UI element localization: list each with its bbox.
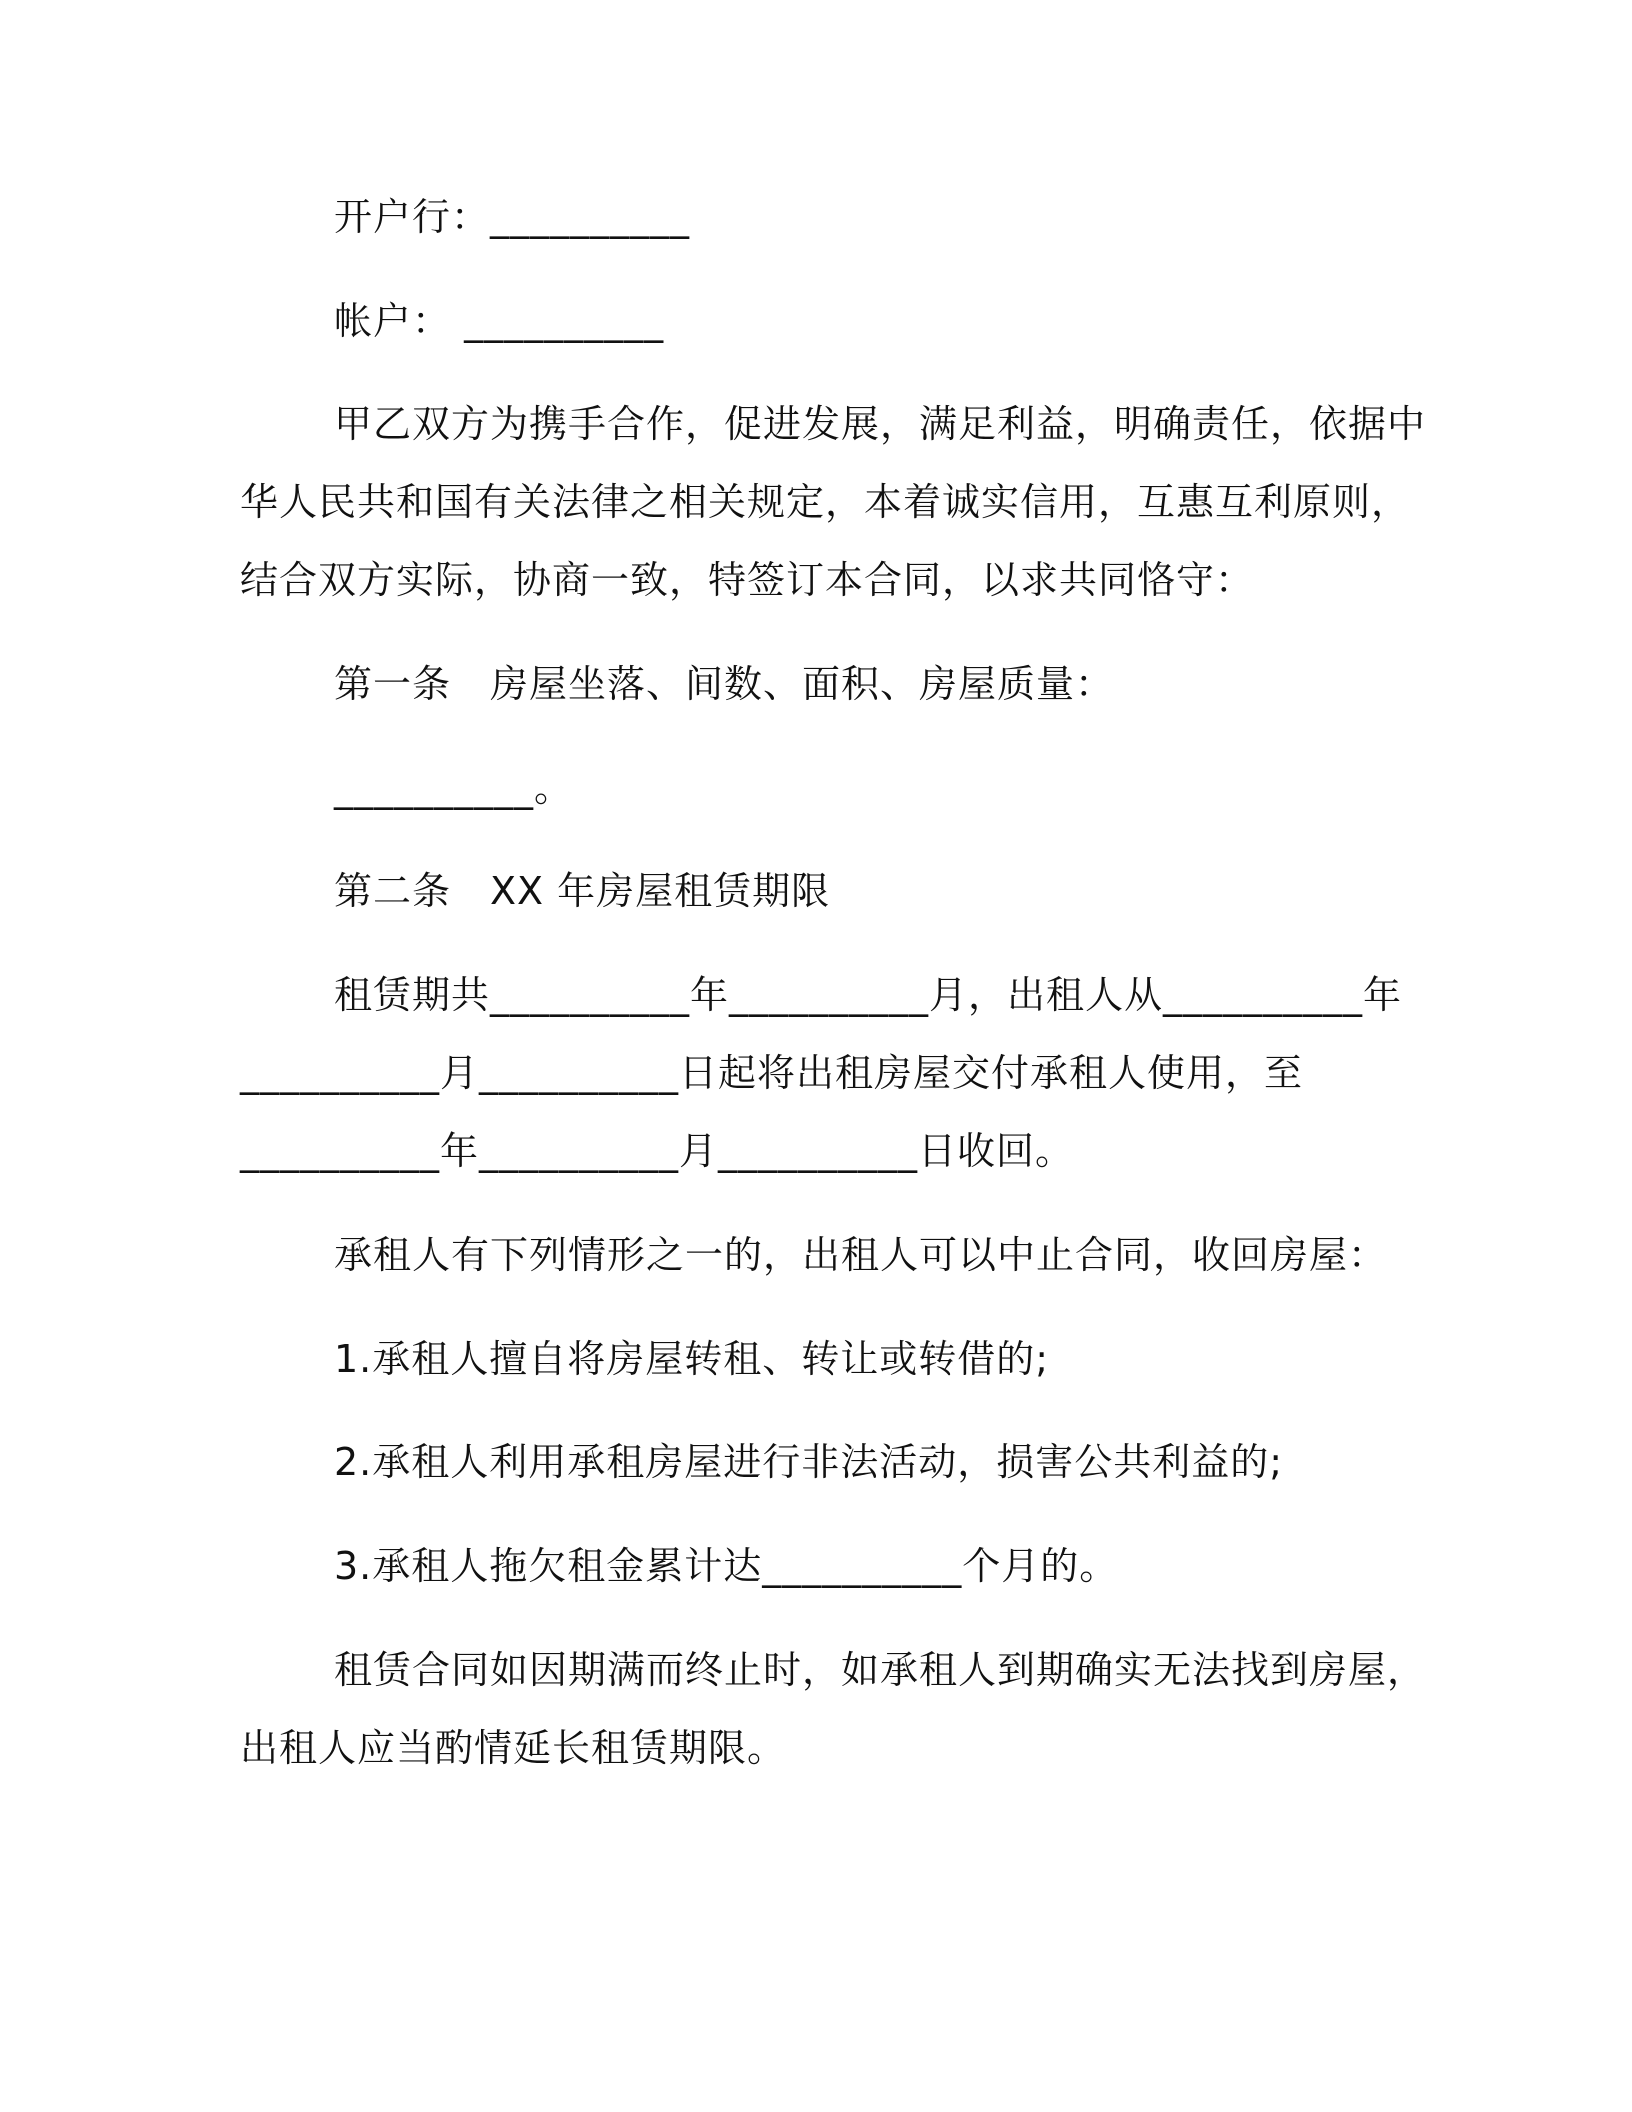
- extension-line-1: 租赁合同如因期满而终止时，如承租人到期确实无法找到房屋，: [334, 1648, 1427, 1692]
- extension-line-2: 出租人应当酌情延长租赁期限。: [240, 1726, 787, 1770]
- paragraph-intro-line-3: 结合双方实际，协商一致，特签订本合同，以求共同恪守：: [240, 558, 1255, 602]
- termination-intro: 承租人有下列情形之一的，出租人可以中止合同，收回房屋：: [334, 1233, 1388, 1277]
- termination-item-1: 1.承租人擅自将房屋转租、转让或转借的;: [334, 1337, 1050, 1381]
- bank-name-line: 开户行：__________: [334, 195, 691, 239]
- article-1-blank: __________。: [334, 766, 574, 810]
- article-2-heading: 第二条 XX 年房屋租赁期限: [334, 869, 831, 913]
- paragraph-intro-line-2: 华人民共和国有关法律之相关规定，本着诚实信用，互惠互利原则，: [240, 480, 1411, 524]
- paragraph-intro-line-1: 甲乙双方为携手合作，促进发展，满足利益，明确责任，依据中: [334, 402, 1427, 446]
- termination-item-3: 3.承租人拖欠租金累计达__________个月的。: [334, 1544, 1119, 1588]
- article-1-heading: 第一条 房屋坐落、间数、面积、房屋质量：: [334, 662, 1115, 706]
- account-line: 帐户： __________: [334, 299, 665, 343]
- lease-term-line-1: 租赁期共__________年__________月，出租人从__________年: [334, 973, 1403, 1017]
- termination-item-2: 2.承租人利用承租房屋进行非法活动，损害公共利益的;: [334, 1440, 1284, 1484]
- lease-term-line-2: __________月__________日起将出租房屋交付承租人使用，至: [240, 1051, 1304, 1095]
- lease-term-line-3: __________年__________月__________日收回。: [240, 1129, 1075, 1173]
